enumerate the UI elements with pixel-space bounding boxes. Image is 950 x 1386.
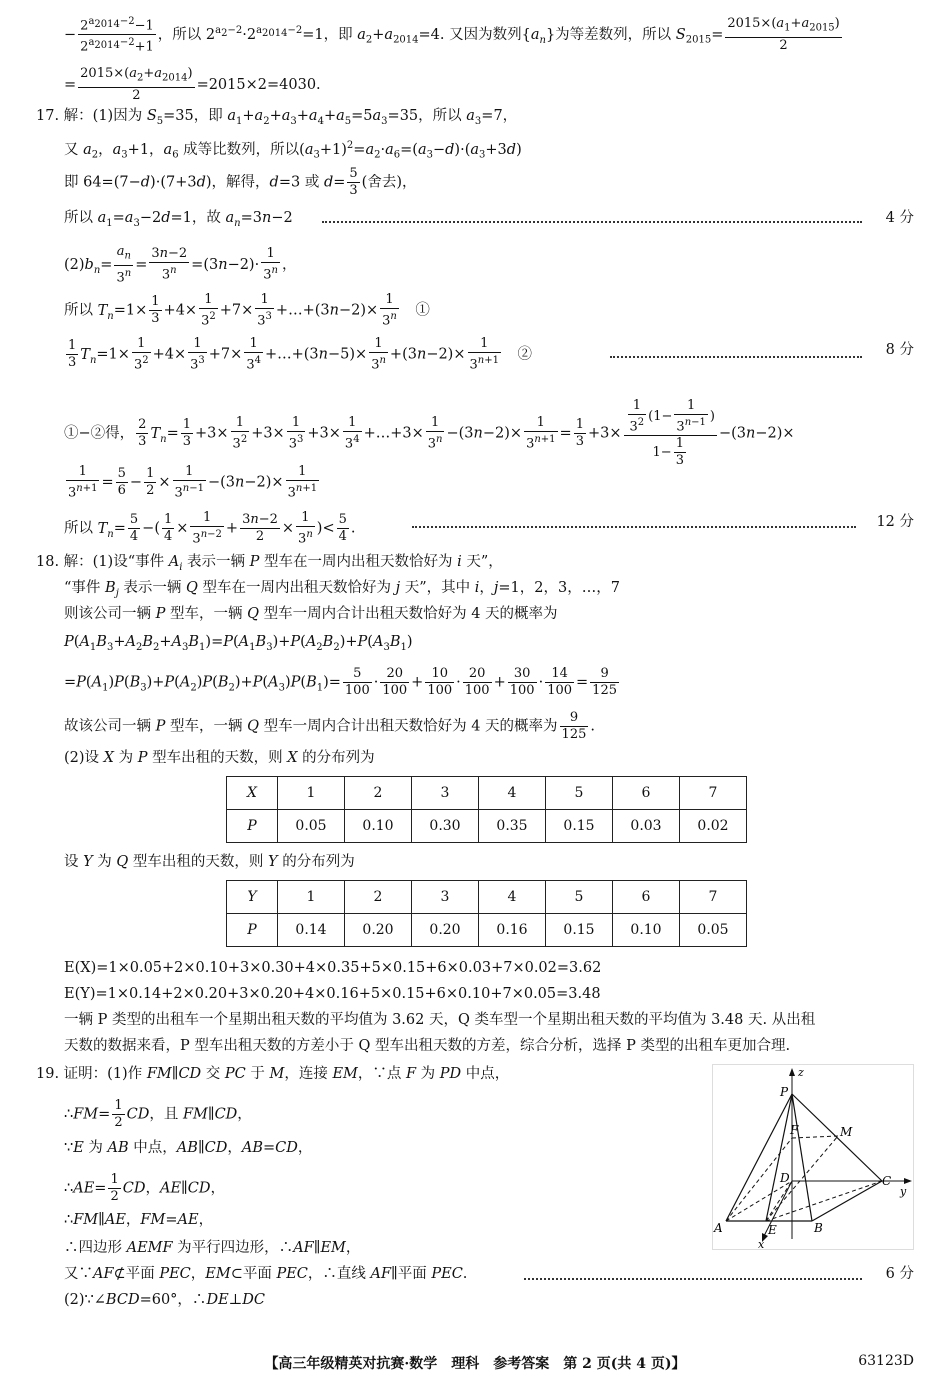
score-12: 12 分 — [876, 514, 914, 530]
table-cell: 1 — [278, 881, 345, 914]
q17-line-9: $\frac{1}{3^{n+1}}$ = $\frac{5}{6}$ − $\frac{1}{2}$ × $\frac{1}{3^{n-1}}$ −(3n−2)× $\frac{1}{3^{n+1}}$ — [68, 464, 318, 501]
table-cell: 0.02 — [680, 810, 747, 843]
page-footer: 【高三年级精英对抗赛·数学 理科 参考答案 第 2 页(共 4 页)】 — [264, 1356, 686, 1372]
label-e: E — [768, 1223, 777, 1237]
table-cell: 0.05 — [680, 914, 747, 947]
label-b: B — [814, 1221, 823, 1235]
q18-line-8: 设 Y 为 Q 型车出租的天数，则 Y 的分布列为 — [64, 854, 355, 870]
q18-ey: E(Y)=1×0.14+2×0.20+3×0.20+4×0.16+5×0.15+6×0.10+7×0.05=3.48 — [64, 986, 601, 1002]
label-p: P — [780, 1085, 789, 1099]
q18-line-2: “事件 $B_j$ 表示一辆 Q 型车在一周内出租天数恰好为 j 天”，其中 i，j=1，2，3，…，7 — [64, 580, 620, 599]
distribution-table-y — [226, 880, 747, 947]
edge-pb — [792, 1094, 812, 1221]
table-cell: 3 — [412, 881, 479, 914]
q18-line-6: 故该公司一辆 P 型车，一辆 Q 型车一周内合计出租天数恰好为 4 天的概率为 $\frac{9}{125}$ . — [64, 710, 595, 742]
label-c: C — [882, 1174, 892, 1188]
q17-line-3: 即 64=(7−d)·(7+3d)，解得，d=3 或 d= $\frac{5}{3}$ (舍去)， — [64, 166, 417, 198]
q19-line-6: ∴四边形 AEMF 为平行四边形，∴AF∥EM， — [64, 1240, 361, 1256]
table-cell: 0.14 — [278, 914, 345, 947]
leader-dots-12 — [412, 526, 856, 528]
table-cell: P — [227, 914, 278, 947]
table-cell: Y — [227, 881, 278, 914]
table-row — [227, 881, 747, 914]
q17-line-6: 所以 $T_n=1\times$ $\frac{1}{3}$ +4× $\frac{1}{3^2}$ +7× $\frac{1}{3^3}$ +…+(3n−2)× $\frac{1}{3^n}$ ① — [64, 292, 430, 329]
table-cell: 5 — [546, 881, 613, 914]
label-y: y — [900, 1185, 907, 1198]
table-cell: 0.16 — [479, 914, 546, 947]
table-cell: 0.30 — [412, 810, 479, 843]
score-6: 6 分 — [885, 1266, 914, 1282]
table-cell: 0.35 — [479, 810, 546, 843]
q18-conclusion-2: 天数的数据来看，P 型车出租天数的方差小于 Q 型车出租天数的方差，综合分析，选择 P 类型的出租车更加合理. — [64, 1038, 791, 1054]
label-f: F — [790, 1123, 799, 1137]
table-cell: 6 — [613, 777, 680, 810]
distribution-table-x — [226, 776, 747, 843]
table-cell: 0.15 — [546, 914, 613, 947]
table-cell: 4 — [479, 777, 546, 810]
y-arrow-icon — [904, 1178, 912, 1184]
score-4: 4 分 — [885, 210, 914, 226]
leader-dots-4 — [322, 221, 862, 223]
edge-pc — [792, 1094, 882, 1181]
table-cell: 4 — [479, 881, 546, 914]
table-cell: 6 — [613, 881, 680, 914]
pyramid-figure — [712, 1064, 914, 1250]
q17-line-7: $\frac{1}{3}$ $T_n=1\times$ $\frac{1}{3^2}$ +4× $\frac{1}{3^3}$ +7× $\frac{1}{3^4}$ +…+(3n−5)× $\frac{1}{3^n}$ +(3n−2)× $\frac{1}{3^{n+1}}$ ② — [68, 336, 532, 373]
z-arrow-icon — [789, 1068, 795, 1076]
edge-pe — [766, 1094, 792, 1221]
q19-line-8: (2)∵∠BCD=60°，∴DE⊥DC — [64, 1292, 266, 1308]
q17-heading: 17. 解：(1)因为 $S_5=35$，即 $a_1+a_2+a_3+a_4+a_5=5a_3=35$，所以 $a_3=7$， — [36, 108, 518, 127]
q19-line-7: 又∵AF⊄平面 PEC，EM⊂平面 PEC，∴直线 AF∥平面 PEC. — [64, 1266, 468, 1282]
table-cell: X — [227, 777, 278, 810]
table-cell: 0.10 — [345, 810, 412, 843]
table-row — [227, 777, 747, 810]
table-cell: 5 — [546, 777, 613, 810]
leader-dots-8 — [610, 356, 862, 358]
table-cell: 0.05 — [278, 810, 345, 843]
q17-line-5: $(2)b_n=$ $\frac{a_n}{3^n}$ = $\frac{3n-2}{3^n}$ =(3n−2)· $\frac{1}{3^n}$ ， — [64, 244, 297, 285]
table-cell: 3 — [412, 777, 479, 810]
table-cell: 0.10 — [613, 914, 680, 947]
continuation-line-1: − $\frac{2^{a_{2014}-2}-1}{2^{a_{2014}-2}+1}$ ，所以 $2^{a_2-2}\cdot 2^{a_{2014}-2}=1$，即 $a_2+a_{2014}=4$. 又因为数列$\{a_n\}$为等差数列，所以 $S_{2015}=$ $\frac{2015\times(a_1+a_{2015})}{2}$ — [64, 16, 840, 55]
edge-ec — [766, 1181, 882, 1221]
q17-line-2: 又 $a_2$，$a_3+1$，$a_6$ 成等比数列，所以$(a_3+1)^2=a_2\cdot a_6=(a_3-d)\cdot(a_3+3d)$ — [64, 140, 522, 161]
continuation-line-2: = $\frac{2015\times(a_2+a_{2014})}{2}$ =2015×2=4030. — [64, 66, 321, 103]
q18-line-3: 则该公司一辆 P 型车，一辆 Q 型车一周内合计出租天数恰好为 4 天的概率为 — [64, 606, 558, 622]
table-cell: 7 — [680, 881, 747, 914]
q19-heading: 19. 证明：(1)作 FM∥CD 交 PC 于 M，连接 EM，∵点 F 为 PD 中点， — [36, 1066, 510, 1082]
document-code: 63123D — [858, 1353, 914, 1369]
q18-line-7: (2)设 X 为 P 型车出租的天数，则 X 的分布列为 — [64, 750, 375, 766]
q19-line-4: ∴AE= $\frac{1}{2}$ CD，AE∥CD， — [64, 1172, 225, 1204]
q19-line-2: ∴FM= $\frac{1}{2}$ CD，且 FM∥CD， — [64, 1098, 252, 1130]
table-cell: P — [227, 810, 278, 843]
label-m: M — [840, 1125, 853, 1139]
label-a: A — [714, 1221, 723, 1235]
table-cell: 7 — [680, 777, 747, 810]
q18-line-5: $=P(A_1)P(B_3)+P(A_2)P(B_2)+P(A_3)P(B_1)=$ $\frac{5}{100}$ · $\frac{20}{100}$ + $\frac{10}{100}$ · $\frac{20}{100}$ + $\frac{30}{100}$ · $\frac{14}{100}$ = $\frac{9}{125}$ — [64, 666, 617, 698]
q18-heading: 18. 解：(1)设“事件 $A_i$ 表示一辆 P 型车在一周内出租天数恰好为 i 天”， — [36, 554, 503, 573]
q19-line-5: ∴FM∥AE，FM=AE， — [64, 1212, 214, 1228]
table-cell: 0.15 — [546, 810, 613, 843]
table-cell: 0.20 — [345, 914, 412, 947]
q17-line-8: ①−②得， $\frac{2}{3}$ $T_n=$ $\frac{1}{3}$ +3× $\frac{1}{3^2}$ +3× $\frac{1}{3^3}$ +3× $\frac{1}{3^4}$ +…+3× $\frac{1}{3^n}$ −(3n−2)× $\frac{1}{3^{n+1}}$ = $\frac{1}{3}$ +3× $\frac{1}{3^2}$ (1− $\frac{1}{3^{n-1}}$ ) 1− $\frac{1}{3}$ −(3n−2)× — [64, 398, 795, 469]
table-cell: 2 — [345, 777, 412, 810]
q17-line-10: 所以 $T_n=$ $\frac{5}{4}$ −( $\frac{1}{4}$ × $\frac{1}{3^{n-2}}$ + $\frac{3n-2}{2}$ × $\frac{1}{3^n}$ )< $\frac{5}{4}$ . — [64, 510, 356, 547]
label-z: z — [798, 1066, 804, 1079]
label-d: D — [780, 1171, 790, 1185]
score-8: 8 分 — [885, 342, 914, 358]
table-cell: 1 — [278, 777, 345, 810]
q17-line-4: 所以 $a_1=a_3-2d=1$，故 $a_n=3n-2$ — [64, 210, 293, 229]
q18-conclusion-1: 一辆 P 类型的出租车一个星期出租天数的平均值为 3.62 天，Q 类车型一个星期出租天数的平均值为 3.48 天. 从出租 — [64, 1012, 816, 1028]
leader-dots-6 — [524, 1278, 862, 1280]
q18-ex: E(X)=1×0.05+2×0.10+3×0.30+4×0.35+5×0.15+6×0.03+7×0.02=3.62 — [64, 960, 602, 976]
table-row — [227, 914, 747, 947]
table-cell: 0.03 — [613, 810, 680, 843]
label-x: x — [758, 1238, 765, 1250]
table-row — [227, 810, 747, 843]
q19-line-3: ∵E 为 AB 中点，AB∥CD，AB=CD， — [64, 1140, 313, 1156]
table-cell: 2 — [345, 881, 412, 914]
q18-line-4: $P(A_1B_3+A_2B_2+A_3B_1)=P(A_1B_3)+P(A_2B_2)+P(A_3B_1)$ — [64, 634, 413, 653]
table-cell: 0.20 — [412, 914, 479, 947]
